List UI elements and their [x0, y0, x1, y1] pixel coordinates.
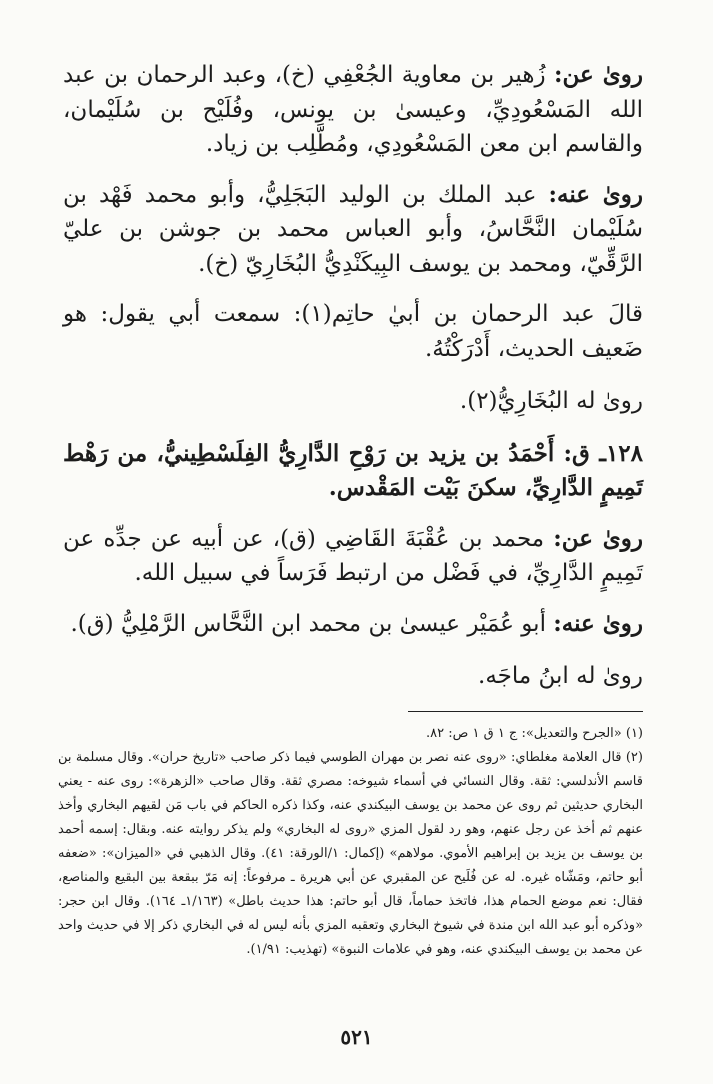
page-number: ٥٢١: [340, 1025, 373, 1049]
narrated-from-paragraph-2: [63, 522, 643, 591]
footnote-line: البخاري وأخذ عنهم ثم أخذ عن رجل عنهم، وهو رد لقول المزي «روى له البخاري» ولم يذكر روايته عنه.: [58, 798, 643, 837]
footnote-line: وبقال: إسمه أحمد بن يوسف بن يزيد بن إبراهيم الأموي. مولاهم» (إكمال: ١/الورقة: ٤١). وقال الذهبي: [58, 822, 643, 861]
quote-paragraph: [63, 297, 643, 366]
text-line: زُهير بن معاوية الجُعْفِي (خ)، وعبد الرحمان بن: [104, 62, 546, 88]
narrated-by-label: روىٰ عنه:: [548, 180, 644, 208]
narrated-from-label: روىٰ عن:: [553, 524, 644, 552]
text-line: رَهْط تَمِيمٍ الدَّارِيِّ، سكنَ بَيْت المَقْدس.: [63, 439, 643, 501]
text-line: أبو عُمَيْر عيسىٰ بن محمد ابن النَّحَّاس الرَّمْلِيُّ (ق).: [70, 610, 546, 637]
text-line: روىٰ له ابنُ ماجَه.: [478, 663, 643, 689]
footnote-line: في «الميزان»: «ضعفه أبو حاتم، ومَشّاه غيره. له عن فُلَيح عن المقبري عن أبي هريرة ـ مرفوعاً: إنه مَرّ ببقعة بين: [58, 846, 643, 885]
narrated-from-label: روىٰ عن:: [553, 61, 644, 88]
text-line: عبد الله المَسْعُودِيِّ، وعيسىٰ بن يونس، وفُلَيْح بن سُلَيْمان، والقاسم: [63, 62, 643, 157]
text-line: روىٰ له البُخَارِيُّ(٢).: [459, 388, 643, 414]
main-text: [63, 58, 643, 694]
text-line: تَمِيمٍ الدَّارِيِّ، في فَضْل من ارتبط فَرَساً في سبيل الله.: [134, 560, 643, 586]
footnotes: [58, 722, 643, 962]
text-line: قالَ عبد الرحمان بن أبيٰ حاتِم(١): سمعت أبي يقول: هو: [63, 301, 643, 327]
narrated-by-label: روىٰ عنه:: [553, 609, 643, 637]
footnote-line: (٢) قال العلامة مغلطاي: «روى عنه نصر بن مهران الطوسي فيما ذكر صاحب «تاريخ حران». وقال: [117, 750, 643, 765]
narrated-by-paragraph: [63, 178, 643, 282]
text-line: ابن معن المَسْعُودِي، ومُطَّلِب بن زياد.: [205, 131, 558, 157]
footnote-2: [58, 746, 643, 962]
footnote-1: (١) «الجرح والتعديل»: ج ١ ق ١ ص: ٨٢.: [425, 726, 643, 741]
narrated-by-paragraph-2: [63, 607, 643, 642]
footnote-line: مسلمة بن قاسم الأندلسي: ثقة. وقال النسائي في أسماء شيوخه: مصري ثقة. وقال صاحب «الزهرة»: روى عنه: [58, 750, 643, 789]
text-line: عبد الملك بن الوليد البَجَلِيُّ، وأبو محمد فَهْد بن: [63, 181, 537, 208]
footnote-divider: [408, 711, 643, 712]
footnote-line: - يعني البخاري حديثين ثم روى عن محمد بن يوسف البيكندي عنه، وكذا ذكره الحاكم في باب مَن لقيهم: [58, 774, 643, 813]
text-line: ضَعيف الحديث، أَدْرَكْتُهُ.: [425, 335, 643, 362]
narrated-for-paragraph: [63, 384, 643, 419]
footnote-line: البقيع والمناصع، فقال: نعم موضع الحمام هذا، فاتخذ حماماً، قال أبو حاتم: هذا حديث باطل» (١/١٦٣ـ: [58, 870, 643, 909]
narrated-for-paragraph-2: [63, 659, 643, 694]
footnote-line: ١٦٤). وقال ابن حجر: «وذكره أبو عبد الله ابن مندة في شيوخ البخاري وتعقبه المزي بأنه ليس له في البخاري: [58, 894, 644, 933]
text-line: سُلَيْمان النَّحَّاسُ، وأبو العباس محمد بن جوشن بن عليّ الرَّقِّيّ،: [63, 216, 643, 277]
text-line: ١٢٨ـ ق: أَحْمَدُ بن يزيد بن رَوْحِ الدَّارِيُّ الفِلَسْطِينيُّ، من: [117, 439, 643, 467]
narrated-from-paragraph: [63, 58, 643, 162]
footnote-line: ذكر إلا في حديث واحد عن محمد بن يوسف البيكندي عنه، وهو في علامات النبوة» (تهذيب: ١/٩١).: [58, 918, 643, 957]
entry-heading-paragraph: [63, 437, 643, 506]
text-line: ومحمد بن يوسف البِيكَنْدِيُّ البُخَارِيّ (خ).: [198, 250, 572, 277]
text-line: محمد بن عُقْبَةَ القَاضِي (ق)، عن أبيه عن جدِّه عن: [63, 525, 545, 552]
